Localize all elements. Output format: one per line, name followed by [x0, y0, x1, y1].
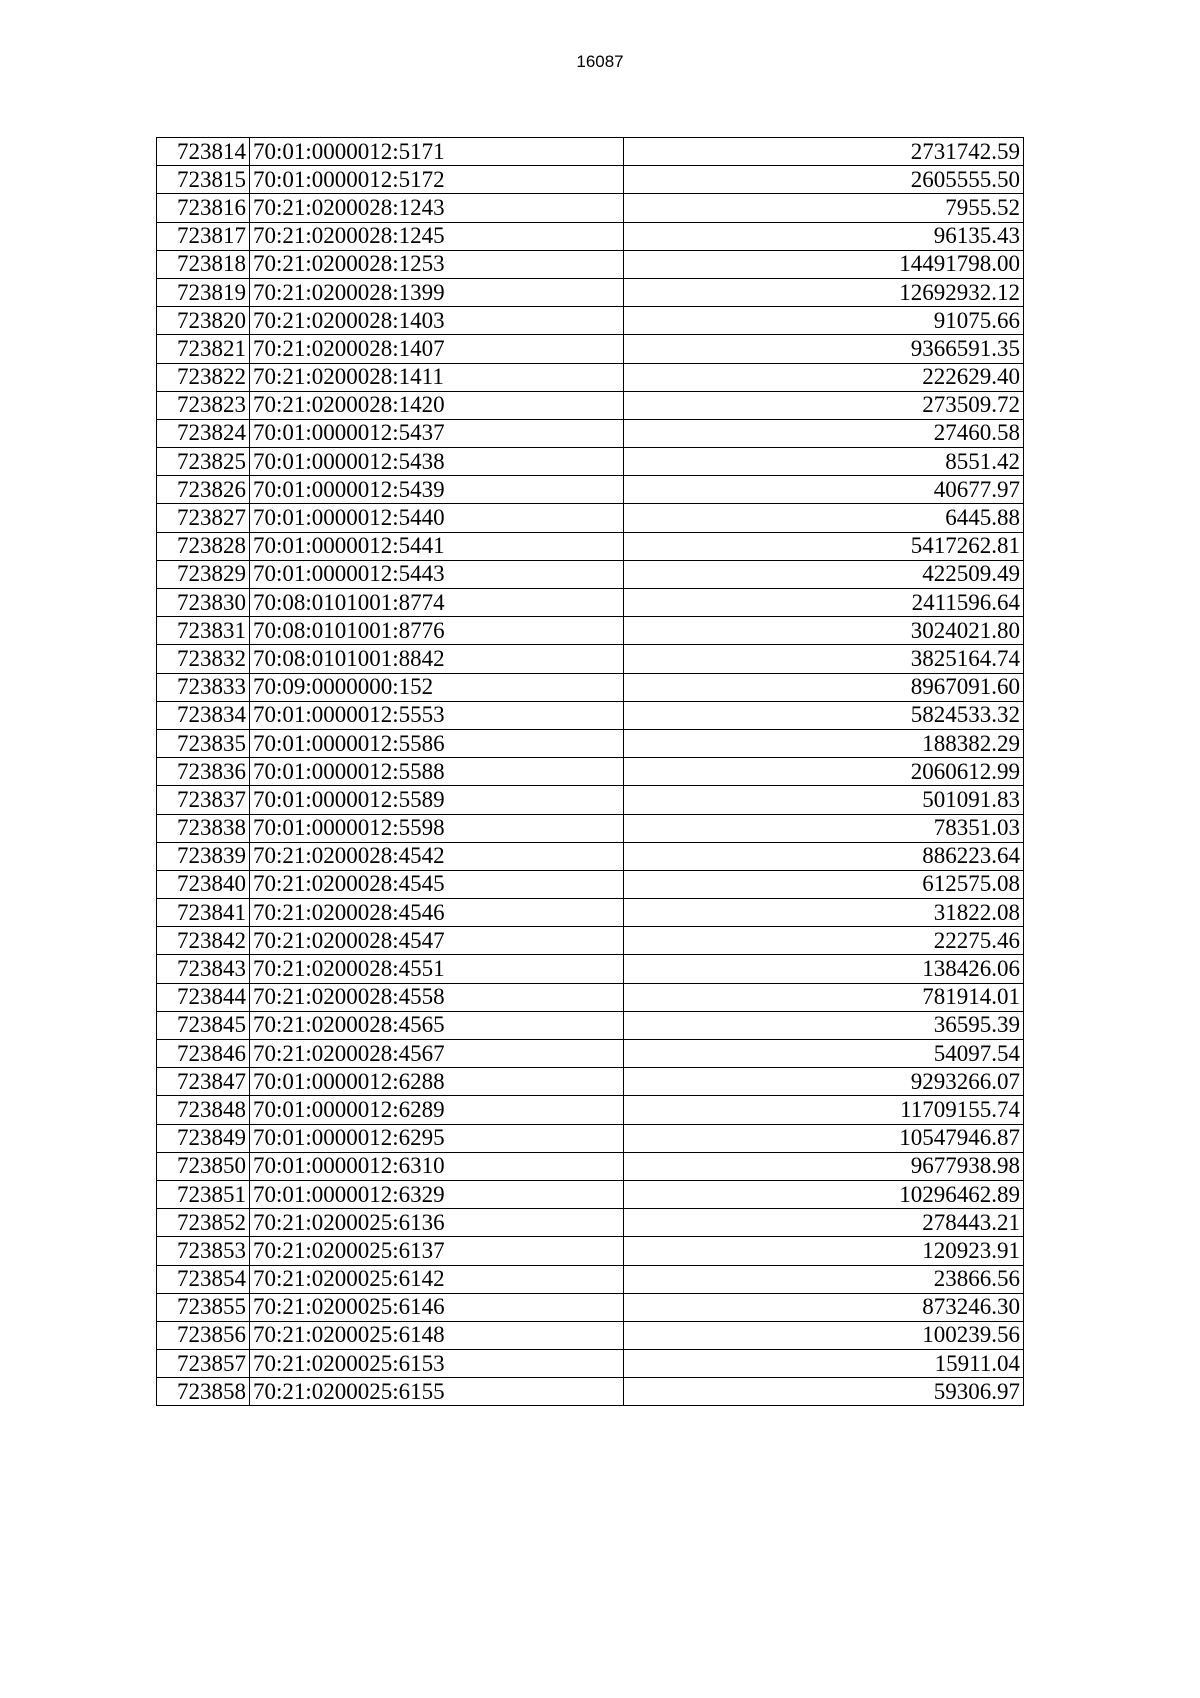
table-row	[157, 222, 1024, 250]
table-row	[157, 1180, 1024, 1208]
cadastral-number-cell: 70:21:0200025:6142	[250, 1265, 624, 1293]
row-number-cell: 723817	[157, 222, 250, 250]
cadastral-number-cell: 70:01:0000012:5586	[250, 729, 624, 757]
value-cell: 15911.04	[624, 1350, 1024, 1378]
value-cell: 2060612.99	[624, 758, 1024, 786]
cadastral-number-cell: 70:01:0000012:5171	[250, 138, 624, 166]
row-number-cell: 723828	[157, 532, 250, 560]
page-number: 16087	[576, 52, 624, 71]
value-cell: 59306.97	[624, 1378, 1024, 1406]
table-row	[157, 250, 1024, 278]
cadastral-number-cell: 70:01:0000012:6289	[250, 1096, 624, 1124]
value-cell: 222629.40	[624, 363, 1024, 391]
value-cell: 501091.83	[624, 786, 1024, 814]
table-row	[157, 532, 1024, 560]
cadastral-number-cell: 70:21:0200028:1411	[250, 363, 624, 391]
value-cell: 8967091.60	[624, 673, 1024, 701]
row-number-cell: 723847	[157, 1068, 250, 1096]
cadastral-number-cell: 70:08:0101001:8776	[250, 617, 624, 645]
row-number-cell: 723835	[157, 729, 250, 757]
value-cell: 2731742.59	[624, 138, 1024, 166]
table-row	[157, 814, 1024, 842]
cadastral-number-cell: 70:21:0200025:6137	[250, 1237, 624, 1265]
table-row	[157, 138, 1024, 166]
value-cell: 10296462.89	[624, 1180, 1024, 1208]
cadastral-number-cell: 70:01:0000012:5588	[250, 758, 624, 786]
table-body	[157, 138, 1024, 1406]
row-number-cell: 723819	[157, 278, 250, 306]
table-row	[157, 673, 1024, 701]
cadastral-number-cell: 70:21:0200025:6148	[250, 1321, 624, 1349]
cadastral-number-cell: 70:21:0200028:4551	[250, 955, 624, 983]
table-row	[157, 786, 1024, 814]
table-row	[157, 1378, 1024, 1406]
value-cell: 96135.43	[624, 222, 1024, 250]
cadastral-number-cell: 70:21:0200028:1399	[250, 278, 624, 306]
table-row	[157, 363, 1024, 391]
row-number-cell: 723815	[157, 166, 250, 194]
cadastral-number-cell: 70:09:0000000:152	[250, 673, 624, 701]
cadastral-number-cell: 70:08:0101001:8774	[250, 589, 624, 617]
table-row	[157, 1265, 1024, 1293]
table-row	[157, 983, 1024, 1011]
row-number-cell: 723839	[157, 842, 250, 870]
table-row	[157, 278, 1024, 306]
value-cell: 5824533.32	[624, 701, 1024, 729]
table-row	[157, 617, 1024, 645]
row-number-cell: 723822	[157, 363, 250, 391]
row-number-cell: 723853	[157, 1237, 250, 1265]
cadastral-number-cell: 70:21:0200028:1420	[250, 391, 624, 419]
row-number-cell: 723832	[157, 645, 250, 673]
cadastral-number-cell: 70:08:0101001:8842	[250, 645, 624, 673]
value-cell: 422509.49	[624, 560, 1024, 588]
table-row	[157, 701, 1024, 729]
table-row	[157, 589, 1024, 617]
value-cell: 138426.06	[624, 955, 1024, 983]
table-row	[157, 307, 1024, 335]
cadastral-number-cell: 70:21:0200028:4542	[250, 842, 624, 870]
cadastral-number-cell: 70:21:0200028:1243	[250, 194, 624, 222]
row-number-cell: 723840	[157, 870, 250, 898]
cadastral-number-cell: 70:21:0200028:1407	[250, 335, 624, 363]
value-cell: 5417262.81	[624, 532, 1024, 560]
table-row	[157, 758, 1024, 786]
table-row	[157, 194, 1024, 222]
table-row	[157, 955, 1024, 983]
table-row	[157, 1350, 1024, 1378]
cadastral-number-cell: 70:01:0000012:6329	[250, 1180, 624, 1208]
row-number-cell: 723825	[157, 448, 250, 476]
row-number-cell: 723827	[157, 504, 250, 532]
cadastral-number-cell: 70:01:0000012:5441	[250, 532, 624, 560]
row-number-cell: 723837	[157, 786, 250, 814]
table-row	[157, 729, 1024, 757]
cadastral-number-cell: 70:21:0200028:4567	[250, 1040, 624, 1068]
row-number-cell: 723836	[157, 758, 250, 786]
cadastral-number-cell: 70:21:0200028:1403	[250, 307, 624, 335]
cadastral-number-cell: 70:21:0200028:4558	[250, 983, 624, 1011]
table-row	[157, 1152, 1024, 1180]
cadastral-number-cell: 70:21:0200025:6136	[250, 1209, 624, 1237]
table-row	[157, 1040, 1024, 1068]
table-row	[157, 504, 1024, 532]
value-cell: 188382.29	[624, 729, 1024, 757]
cadastral-number-cell: 70:21:0200028:1253	[250, 250, 624, 278]
value-cell: 9293266.07	[624, 1068, 1024, 1096]
row-number-cell: 723838	[157, 814, 250, 842]
row-number-cell: 723830	[157, 589, 250, 617]
value-cell: 100239.56	[624, 1321, 1024, 1349]
cadastral-number-cell: 70:01:0000012:5598	[250, 814, 624, 842]
cadastral-number-cell: 70:01:0000012:5437	[250, 419, 624, 447]
row-number-cell: 723851	[157, 1180, 250, 1208]
cadastral-number-cell: 70:01:0000012:6295	[250, 1124, 624, 1152]
table-row	[157, 899, 1024, 927]
row-number-cell: 723856	[157, 1321, 250, 1349]
table-row	[157, 927, 1024, 955]
row-number-cell: 723844	[157, 983, 250, 1011]
row-number-cell: 723841	[157, 899, 250, 927]
row-number-cell: 723829	[157, 560, 250, 588]
cadastral-number-cell: 70:01:0000012:5172	[250, 166, 624, 194]
value-cell: 8551.42	[624, 448, 1024, 476]
cadastral-number-cell: 70:01:0000012:5553	[250, 701, 624, 729]
value-cell: 23866.56	[624, 1265, 1024, 1293]
table-row	[157, 448, 1024, 476]
value-cell: 7955.52	[624, 194, 1024, 222]
cadastral-number-cell: 70:21:0200028:4547	[250, 927, 624, 955]
cadastral-number-cell: 70:01:0000012:5589	[250, 786, 624, 814]
row-number-cell: 723858	[157, 1378, 250, 1406]
value-cell: 40677.97	[624, 476, 1024, 504]
value-cell: 31822.08	[624, 899, 1024, 927]
row-number-cell: 723821	[157, 335, 250, 363]
table-row	[157, 1321, 1024, 1349]
table-row	[157, 560, 1024, 588]
cadastral-number-cell: 70:21:0200028:4546	[250, 899, 624, 927]
value-cell: 120923.91	[624, 1237, 1024, 1265]
data-table	[156, 137, 1024, 1406]
row-number-cell: 723842	[157, 927, 250, 955]
value-cell: 3024021.80	[624, 617, 1024, 645]
value-cell: 11709155.74	[624, 1096, 1024, 1124]
table-row	[157, 645, 1024, 673]
value-cell: 612575.08	[624, 870, 1024, 898]
row-number-cell: 723820	[157, 307, 250, 335]
cadastral-number-cell: 70:21:0200028:1245	[250, 222, 624, 250]
value-cell: 278443.21	[624, 1209, 1024, 1237]
row-number-cell: 723850	[157, 1152, 250, 1180]
value-cell: 91075.66	[624, 307, 1024, 335]
row-number-cell: 723824	[157, 419, 250, 447]
value-cell: 886223.64	[624, 842, 1024, 870]
table-row	[157, 419, 1024, 447]
value-cell: 14491798.00	[624, 250, 1024, 278]
value-cell: 2411596.64	[624, 589, 1024, 617]
value-cell: 873246.30	[624, 1293, 1024, 1321]
value-cell: 27460.58	[624, 419, 1024, 447]
table-row	[157, 476, 1024, 504]
table-row	[157, 1293, 1024, 1321]
value-cell: 273509.72	[624, 391, 1024, 419]
value-cell: 9677938.98	[624, 1152, 1024, 1180]
value-cell: 36595.39	[624, 1011, 1024, 1039]
table-row	[157, 1124, 1024, 1152]
table-row	[157, 842, 1024, 870]
row-number-cell: 723816	[157, 194, 250, 222]
row-number-cell: 723826	[157, 476, 250, 504]
table-row	[157, 166, 1024, 194]
value-cell: 78351.03	[624, 814, 1024, 842]
value-cell: 2605555.50	[624, 166, 1024, 194]
row-number-cell: 723848	[157, 1096, 250, 1124]
row-number-cell: 723849	[157, 1124, 250, 1152]
table-row	[157, 335, 1024, 363]
row-number-cell: 723834	[157, 701, 250, 729]
row-number-cell: 723833	[157, 673, 250, 701]
cadastral-number-cell: 70:01:0000012:5440	[250, 504, 624, 532]
cadastral-number-cell: 70:21:0200028:4545	[250, 870, 624, 898]
table-row	[157, 391, 1024, 419]
table-row	[157, 1237, 1024, 1265]
row-number-cell: 723843	[157, 955, 250, 983]
row-number-cell: 723855	[157, 1293, 250, 1321]
table-row	[157, 1011, 1024, 1039]
row-number-cell: 723857	[157, 1350, 250, 1378]
row-number-cell: 723852	[157, 1209, 250, 1237]
value-cell: 54097.54	[624, 1040, 1024, 1068]
row-number-cell: 723831	[157, 617, 250, 645]
cadastral-number-cell: 70:01:0000012:5443	[250, 560, 624, 588]
cadastral-number-cell: 70:21:0200025:6153	[250, 1350, 624, 1378]
cadastral-number-cell: 70:01:0000012:6288	[250, 1068, 624, 1096]
row-number-cell: 723845	[157, 1011, 250, 1039]
cadastral-number-cell: 70:01:0000012:5439	[250, 476, 624, 504]
row-number-cell: 723814	[157, 138, 250, 166]
value-cell: 9366591.35	[624, 335, 1024, 363]
value-cell: 6445.88	[624, 504, 1024, 532]
cadastral-number-cell: 70:21:0200025:6146	[250, 1293, 624, 1321]
value-cell: 12692932.12	[624, 278, 1024, 306]
table-row	[157, 1068, 1024, 1096]
row-number-cell: 723846	[157, 1040, 250, 1068]
cadastral-number-cell: 70:01:0000012:6310	[250, 1152, 624, 1180]
table-row	[157, 1096, 1024, 1124]
value-cell: 10547946.87	[624, 1124, 1024, 1152]
row-number-cell: 723854	[157, 1265, 250, 1293]
cadastral-number-cell: 70:21:0200025:6155	[250, 1378, 624, 1406]
value-cell: 22275.46	[624, 927, 1024, 955]
table-row	[157, 870, 1024, 898]
row-number-cell: 723818	[157, 250, 250, 278]
cadastral-number-cell: 70:01:0000012:5438	[250, 448, 624, 476]
value-cell: 781914.01	[624, 983, 1024, 1011]
table-row	[157, 1209, 1024, 1237]
cadastral-number-cell: 70:21:0200028:4565	[250, 1011, 624, 1039]
value-cell: 3825164.74	[624, 645, 1024, 673]
row-number-cell: 723823	[157, 391, 250, 419]
